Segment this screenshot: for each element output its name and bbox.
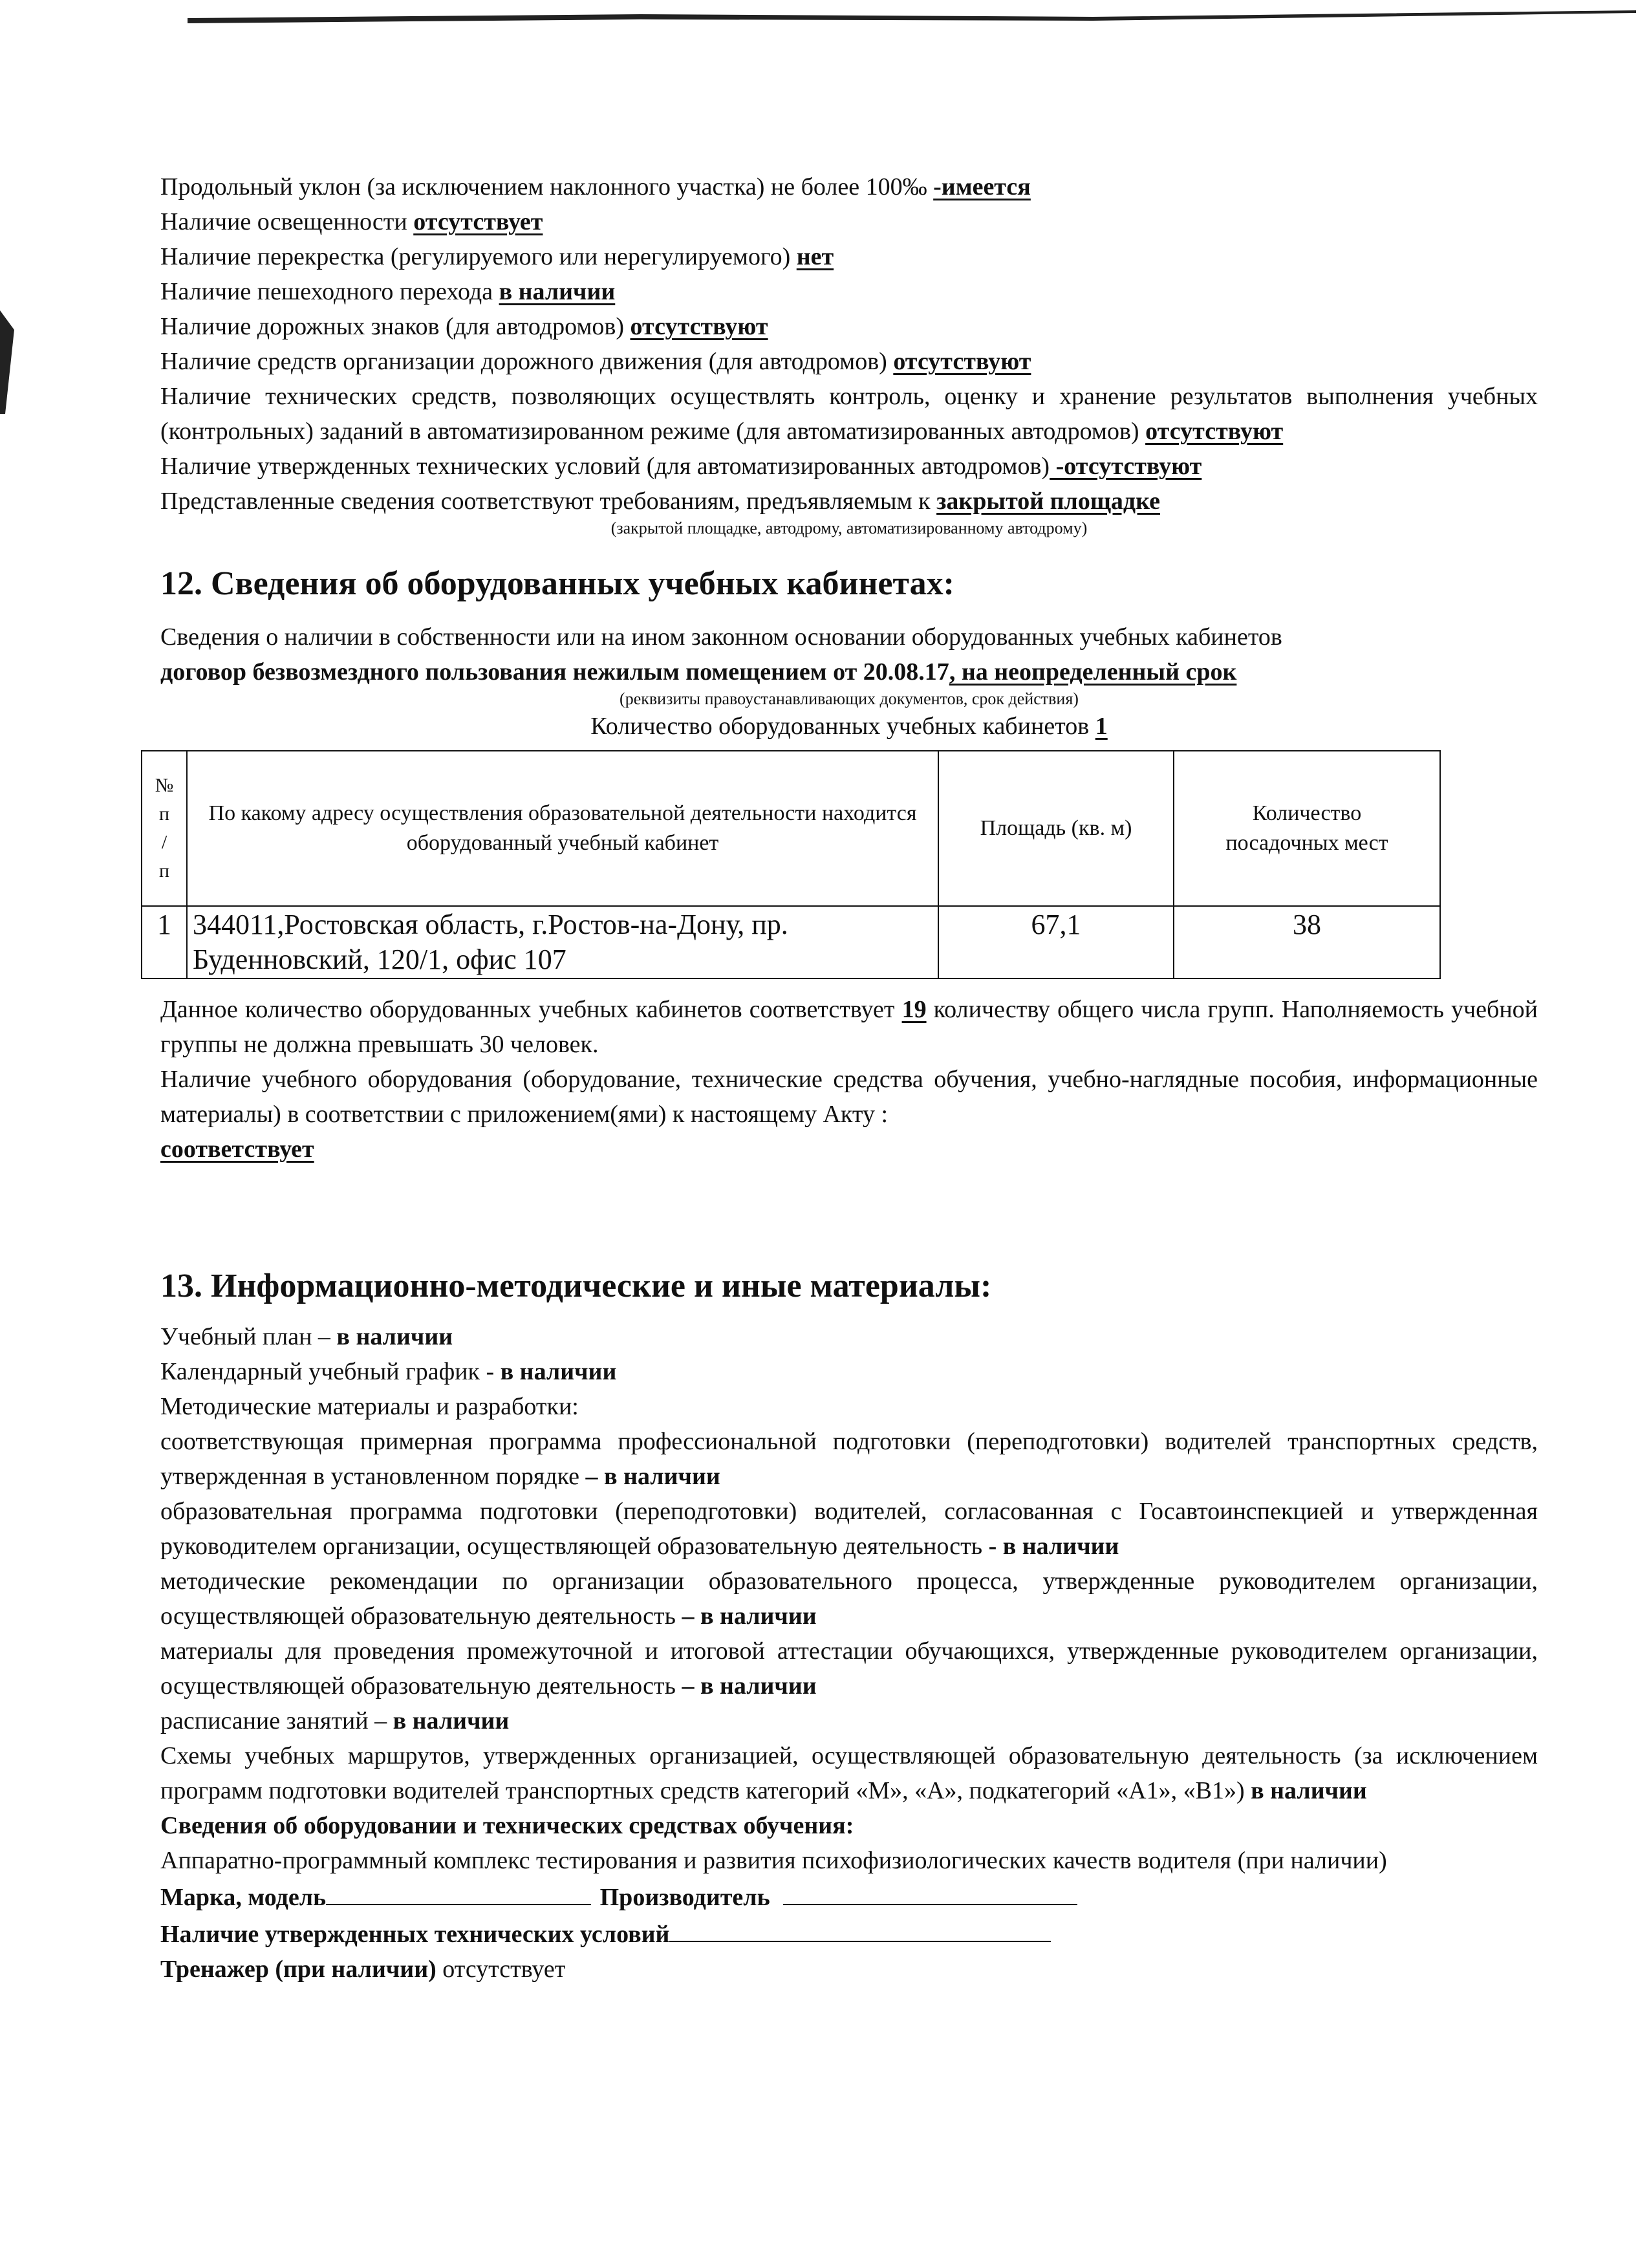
cell-number: 1 bbox=[142, 906, 187, 978]
materials-line: методические рекомендации по организации образовательного процесса, утвержденные руководителем организации, осуществляющей образовательную деятельность – в наличии bbox=[160, 1568, 1538, 1630]
equipment-text: Аппаратно-программный комплекс тестирования и развития психофизиологических качеств водителя (при наличии) bbox=[160, 1847, 1387, 1874]
document-body bbox=[155, 169, 1538, 1987]
materials-line: Схемы учебных маршрутов, утвержденных организацией, осуществляющей образовательную деятельность (за исключением программ подготовки водителей транспортных средств категорий «М», «А», подкатегорий «А1», «В1») в наличии bbox=[160, 1742, 1538, 1804]
section-12-equipment-value: соответствует bbox=[160, 1136, 314, 1163]
requirement-line: Представленные сведения соответствуют требованиям, предъявляемым к закрытой площадке bbox=[160, 488, 1160, 515]
trainer-line: Тренажер (при наличии) отсутствует bbox=[160, 1956, 566, 1983]
materials-line: Методические материалы и разработки: bbox=[160, 1393, 579, 1420]
requirement-line: Наличие пешеходного перехода в наличии bbox=[160, 278, 616, 305]
section-12-equipment: Наличие учебного оборудования (оборудование, технические средства обучения, учебно-наглядные пособия, информационные материалы) в соответствии с приложением(ями) к настоящему Акту : bbox=[160, 1066, 1538, 1128]
table-row bbox=[142, 906, 1440, 978]
materials-line: материалы для проведения промежуточной и итоговой аттестации обучающихся, утвержденные руководителем организации, осуществляющей образовательную деятельность – в наличии bbox=[160, 1637, 1538, 1700]
cell-address: 344011,Ростовская область, г.Ростов-на-Дону, пр. Буденновский, 120/1, офис 107 bbox=[187, 906, 938, 978]
materials-line: Учебный план – в наличии bbox=[160, 1323, 453, 1350]
site-requirements-block bbox=[160, 169, 1538, 538]
conditions-line: Наличие утвержденных технических условий bbox=[160, 1915, 1538, 1952]
materials-line: Календарный учебный график - в наличии bbox=[160, 1358, 617, 1385]
cell-seats: 38 bbox=[1174, 906, 1440, 978]
section-13 bbox=[160, 1319, 1538, 1987]
requirement-line: Наличие утвержденных технических условий (для автоматизированных автодромов) -отсутствуют bbox=[160, 453, 1202, 480]
header-seats: Количество посадочных мест bbox=[1174, 751, 1440, 906]
materials-line: образовательная программа подготовки (переподготовки) водителей, согласованная с Госавтоинспекцией и утвержденная руководителем организации, осуществляющей образовательную деятельность - в наличии bbox=[160, 1498, 1538, 1560]
brand-maker-line: Марка, модель Производитель bbox=[160, 1878, 1538, 1915]
requirement-line: Наличие перекрестка (регулируемого или нерегулируемого) нет bbox=[160, 243, 834, 270]
header-address: По какому адресу осуществления образовательной деятельности находится оборудованный учебный кабинет bbox=[187, 751, 938, 906]
section-12 bbox=[155, 620, 1538, 1167]
section-12-intro: Сведения о наличии в собственности или на ином законном основании оборудованных учебных кабинетов bbox=[160, 623, 1282, 651]
section-12-contract-caption: (реквизиты правоустанавливающих документов, срок действия) bbox=[620, 689, 1079, 708]
requirement-line: Наличие освещенности отсутствует bbox=[160, 208, 543, 235]
materials-line: расписание занятий – в наличии bbox=[160, 1707, 510, 1734]
requirement-caption: (закрытой площадке, автодрому, автоматизированному автодрому) bbox=[610, 519, 1088, 537]
scan-edge-mark-left bbox=[0, 310, 14, 414]
requirement-line: Наличие средств организации дорожного движения (для автодромов) отсутствуют bbox=[160, 348, 1031, 375]
header-area: Площадь (кв. м) bbox=[938, 751, 1174, 906]
requirement-line: Продольный уклон (за исключением наклонного участка) не более 100‰ -имеется bbox=[160, 173, 1031, 200]
requirement-line: Наличие технических средств, позволяющих осуществлять контроль, оценку и хранение результатов выполнения учебных (контрольных) заданий в автоматизированном режиме (для автоматизированных автодромов) отсутствуют bbox=[160, 383, 1538, 445]
materials-line: соответствующая примерная программа профессиональной подготовки (переподготовки) водителей транспортных средств, утвержденная в установленном порядке – в наличии bbox=[160, 1428, 1538, 1490]
brand-blank bbox=[326, 1878, 591, 1905]
requirement-line: Наличие дорожных знаков (для автодромов) отсутствуют bbox=[160, 313, 768, 340]
classrooms-table bbox=[141, 750, 1441, 979]
maker-blank bbox=[783, 1878, 1077, 1905]
scan-edge-mark bbox=[188, 6, 1636, 26]
table-header-row bbox=[142, 751, 1440, 906]
section-12-groups: Данное количество оборудованных учебных кабинетов соответствует 19 количеству общего числа групп. Наполняемость учебной группы не должна превышать 30 человек. bbox=[160, 996, 1538, 1058]
section-12-count: Количество оборудованных учебных кабинетов 1 bbox=[590, 713, 1108, 740]
header-number: № п / п bbox=[142, 751, 187, 906]
equipment-heading: Сведения об оборудовании и технических средствах обучения: bbox=[160, 1812, 854, 1839]
conditions-blank bbox=[669, 1915, 1051, 1942]
section-13-title: 13. Информационно-методические и иные материалы: bbox=[160, 1268, 992, 1304]
section-12-title: 12. Сведения об оборудованных учебных кабинетах: bbox=[160, 565, 954, 602]
cell-area: 67,1 bbox=[938, 906, 1174, 978]
section-12-contract: договор безвозмездного пользования нежилым помещением от 20.08.17, на неопределенный срок bbox=[160, 658, 1237, 686]
